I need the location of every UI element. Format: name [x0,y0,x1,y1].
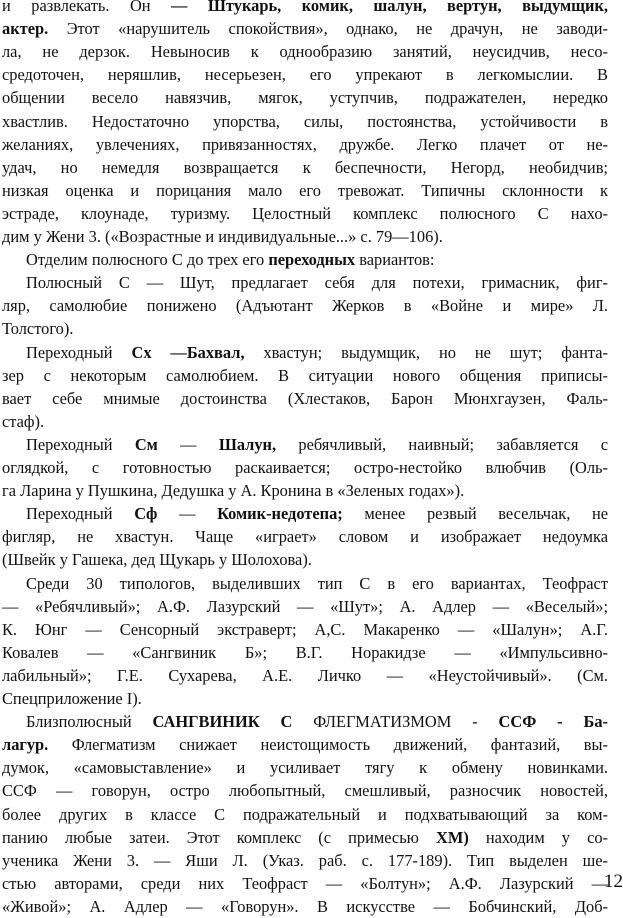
text-line [2,641,608,664]
text-line [2,86,608,109]
text-line [2,179,608,202]
text-run: стью авторами, среди них Теофраст — «Болтун»; А.Ф. Лазурский — [2,873,608,893]
text-run: низкая оценка и порицания мало его тревожат. Типичны склонности к [2,180,608,200]
text-run: ляр, самолюбие понижено (Адъютант Жерков в «Войне и мире» Л. [2,296,608,316]
text-run: Спецприложение I). [2,689,142,708]
text-run: ребячливый, наивный; забавляется с [276,434,608,454]
text-line [26,271,608,294]
bold-text: Шалун, [218,434,277,454]
text-run: Этот «нарушитель спокойствия», однако, не драчун, не заводи- [48,19,608,39]
text-line [2,548,608,571]
bold-text: См [134,434,158,454]
text-run: фигляр, не хвастун. Чаще «играет» словом и изображает недоумка [2,527,608,547]
text-line [2,225,608,248]
text-run: общении весело навязчив, мягок, уступчив, подражателен, нередко [2,88,608,108]
text-line [2,456,608,479]
text-line [2,317,608,340]
text-run: К. Юнг — Сенсорный экстраверт; А,С. Макаренко — «Шалун»; А.Г. [2,619,608,639]
text-run: ФЛЕГМАТИЗМОМ - [292,712,499,732]
text-line [2,525,608,548]
text-line [2,294,608,317]
text-run: находим у со- [468,827,608,847]
text-line [2,364,608,387]
text-line [2,63,608,86]
text-line [2,479,608,502]
text-line [2,664,608,687]
text-run: — «Ребячливый»; А.Ф. Лазурский — «Шут»; А. Адлер — «Веселый»; [2,596,608,616]
text-line [26,341,608,364]
text-run: Отделим полюсного С до трех его [26,250,269,270]
text-line [2,687,608,710]
text-line [2,202,608,225]
bold-text: переходных [268,250,356,270]
bold-text: Сх —Бахвал, [131,342,245,362]
text-run: зер с некоторым самолюбием. В ситуации нового общения приписы- [2,365,608,385]
text-run: Переходный [26,342,132,362]
text-run: желаниях, увлечениях, привязанностях, дружбе. Легко плачет от не- [2,134,608,154]
text-line [2,110,608,133]
text-run: (Швейк у Гашека, дед Щукарь у Шолохова). [2,550,312,570]
bold-text: ССФ - Ба- [498,712,608,732]
text-run: Близполюсный [26,712,153,732]
bold-text: актер. [2,19,49,39]
text-run: оглядкой, с готовностью раскаивается; остро-нестойко влюбчив (Оль- [2,458,608,477]
text-run: эстраде, клоунаде, туризму. Целостный комплекс полюсного С нахо- [2,203,608,223]
text-line [2,410,608,433]
text-line [2,849,608,872]
text-line [2,17,608,40]
text-run: лабильный»; Г.Е. Сухарева, А.Е. Личко — «Неустойчивый». (См. [2,665,608,685]
text-run: Ковалев — «Сангвиник Б»; В.Г. Норакидзе — «Импульсивно- [2,642,608,662]
text-line [2,872,608,895]
text-run: — [157,504,218,524]
text-line [2,40,608,63]
text-run: вариантов: [355,250,435,270]
text-line [2,156,608,179]
text-run: хвастлив. Недостаточно упорства, силы, постоянства, устойчивости в [2,111,608,131]
text-run: панию любые затеи. Этот комплекс (с примесью [2,827,437,847]
text-run: Среди 30 типологов, выделивших тип С в его вариантах, Теофраст [26,573,608,593]
text-run: стаф). [2,411,45,431]
text-run: хвастун; выдумщик, но не шут; фанта- [244,342,609,362]
bold-text: САНГВИНИК С [152,712,293,732]
bold-text: ХМ) [436,827,469,847]
text-line [26,572,608,595]
text-run: — [157,434,219,454]
text-line [26,502,608,525]
text-line [2,826,608,849]
page-number: 12 [604,871,623,892]
text-line [2,387,608,410]
text-line [2,595,608,618]
bold-text: лагур. [2,735,49,755]
bold-text: — Штукарь, комик, шалун, вертун, выдумщик, [171,0,608,15]
text-run: Флегматизм снижает неистощимость движений, фантазий, вы- [48,735,608,755]
text-line [26,710,608,733]
text-line [2,133,608,156]
text-line [26,433,608,456]
text-line [2,756,608,779]
text-line [2,895,608,918]
text-line [2,779,608,802]
text-line [2,0,608,17]
bold-text: Комик-недотепа; [217,504,343,524]
text-run: дим у Жени 3. («Возрастные и индивидуальные...» с. 79—106). [2,227,443,246]
text-run: ССФ — говорун, остро любопытный, смешливый, разносчик новостей, [2,781,608,801]
text-run: менее резвый весельчак, не [342,504,609,524]
text-run: Полюсный С — Шут, предлагает себя для потехи, гримасник, фиг- [26,273,608,293]
text-run: ла, не дерзок. Невыносив к однообразию занятий, неусидчив, несо- [2,42,608,62]
text-run: Толстого). [2,319,74,339]
text-line [2,803,608,826]
text-run: Переходный [26,504,135,524]
text-run: га Ларина у Пушкина, Дедушка у А. Кронина в «Зеленых годах»). [2,481,465,501]
text-run: более других в классе С подражательный и подхватывающий за ком- [2,804,608,824]
text-line [26,248,608,271]
text-run: Переходный [26,434,135,454]
text-run: думок, «самовыставление» и усиливает тягу к обмену новинками. [2,758,608,778]
text-run: ученика Жени 3. — Яши Л. (Указ. раб. с. 177-189). Тип выделен ше- [2,850,608,870]
text-run: средоточен, неряшлив, несерьезен, его упрекают в легкомыслии. В [2,65,608,85]
text-line [2,733,608,756]
text-run: «Живой»; А. Адлер — «Говорун». В искусстве — Бобчинский, Доб- [2,896,608,916]
text-line [2,618,608,641]
text-run: и развлекать. Он [2,0,172,15]
text-run: удач, но немедля возвращается к беспечности, Негорд, необидчив; [2,157,608,177]
text-run: вает себе мнимые достоинства (Хлестаков, Барон Мюнхгаузен, Фаль- [2,388,608,408]
bold-text: Сф [134,504,158,524]
